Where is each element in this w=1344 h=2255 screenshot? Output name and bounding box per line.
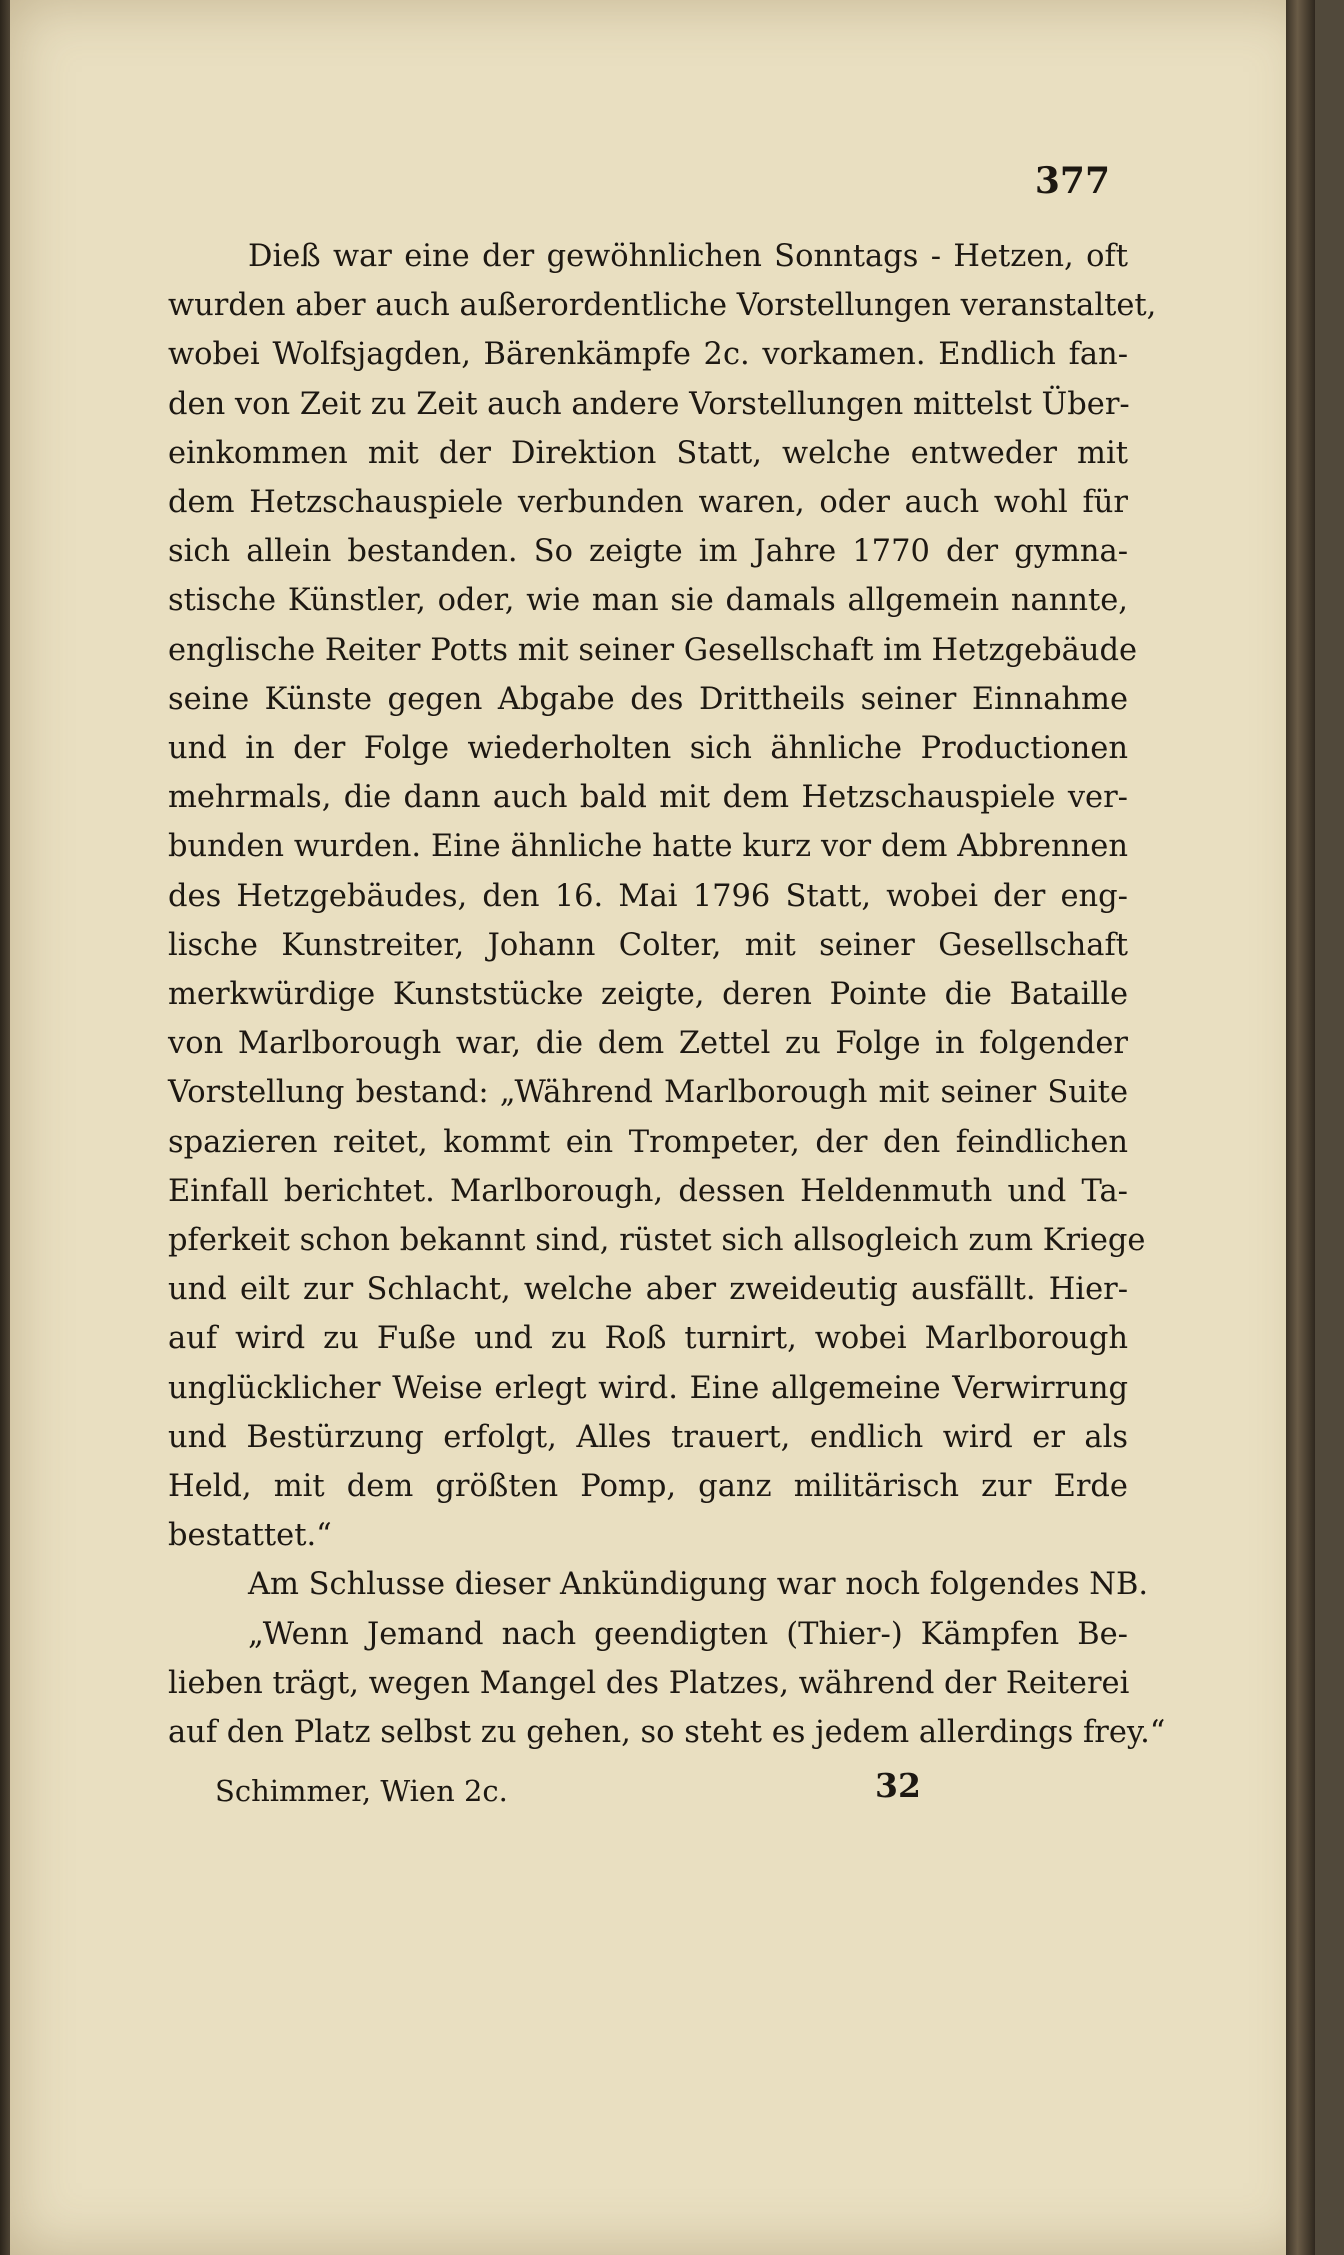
text-line: und Bestürzung erfolgt, Alles trauert, endlich wird er als <box>168 1419 1128 1455</box>
text-line: englische Reiter Potts mit seiner Gesellschaft im Hetzgebäude <box>168 632 1138 668</box>
text-line: Held, mit dem größten Pomp, ganz militärisch zur Erde <box>168 1469 1128 1505</box>
text-line: Am Schlusse dieser Ankündigung war noch folgendes NB. <box>248 1567 1149 1603</box>
paragraph <box>168 1560 1149 1609</box>
text-line: auf wird zu Fuße und zu Roß turnirt, wobei Marlborough <box>168 1321 1128 1357</box>
text-line: Dieß war eine der gewöhnlichen Sonntags - Hetzen, oft <box>248 239 1128 274</box>
page-sheet <box>10 0 1315 2255</box>
text-line: lische Kunstreiter, Johann Colter, mit seiner Gesellschaft <box>168 927 1128 963</box>
text-line: „Wenn Jemand nach geendigten (Thier-) Kämpfen Be- <box>248 1616 1128 1652</box>
text-line: seine Künste gegen Abgabe des Drittheils seiner Einnahme <box>168 681 1128 717</box>
text-line: lieben trägt, wegen Mangel des Platzes, während der Reiterei <box>168 1665 1130 1701</box>
paragraph <box>168 1610 1166 1758</box>
text-line: auf den Platz selbst zu gehen, so steht es jedem allerdings frey.“ <box>168 1715 1166 1751</box>
body-text <box>168 232 1166 1757</box>
text-line: einkommen mit der Direktion Statt, welche entweder mit <box>168 435 1128 471</box>
text-line: sich allein bestanden. So zeigte im Jahre 1770 der gymna- <box>168 534 1128 570</box>
page-number: 377 <box>1034 160 1110 202</box>
text-line: und in der Folge wiederholten sich ähnliche Productionen <box>168 731 1128 767</box>
text-line: dem Hetzschauspiele verbunden waren, oder auch wohl für <box>168 485 1128 521</box>
text-line: von Marlborough war, die dem Zettel zu Folge in folgender <box>168 1026 1128 1062</box>
text-line: bestattet.“ <box>168 1518 332 1554</box>
text-line: pferkeit schon bekannt sind, rüstet sich allsogleich zum Kriege <box>168 1223 1146 1259</box>
text-line: wurden aber auch außerordentliche Vorstellungen veranstaltet, <box>168 288 1157 324</box>
page-edge <box>1286 0 1315 2255</box>
text-line: und eilt zur Schlacht, welche aber zweideutig ausfällt. Hier- <box>168 1272 1128 1308</box>
text-line: wobei Wolfsjagden, Bärenkämpfe 2c. vorkamen. Endlich fan- <box>168 337 1128 373</box>
text-line: unglücklicher Weise erlegt wird. Eine allgemeine Verwirrung <box>168 1370 1128 1406</box>
printer-signature: Schimmer, Wien 2c. <box>215 1774 508 1808</box>
text-line: spazieren reitet, kommt ein Trompeter, der den feindlichen <box>168 1124 1128 1160</box>
text-line: merkwürdige Kunststücke zeigte, deren Pointe die Bataille <box>168 977 1128 1013</box>
paragraph <box>168 232 1157 1560</box>
page-footer <box>215 1766 1115 1816</box>
text-line: stische Künstler, oder, wie man sie damals allgemein nannte, <box>168 583 1128 619</box>
text-line: bunden wurden. Eine ähnliche hatte kurz vor dem Abbrennen <box>168 829 1128 865</box>
text-line: den von Zeit zu Zeit auch andere Vorstellungen mittelst Über- <box>168 386 1130 422</box>
text-line: Einfall berichtet. Marlborough, dessen Heldenmuth und Ta- <box>168 1173 1128 1209</box>
text-line: des Hetzgebäudes, den 16. Mai 1796 Statt, wobei der eng- <box>168 878 1128 914</box>
text-line: mehrmals, die dann auch bald mit dem Hetzschauspiele ver- <box>168 780 1128 816</box>
text-line: Vorstellung bestand: „Während Marlborough mit seiner Suite <box>168 1075 1128 1111</box>
sheet-number: 32 <box>875 1766 921 1805</box>
